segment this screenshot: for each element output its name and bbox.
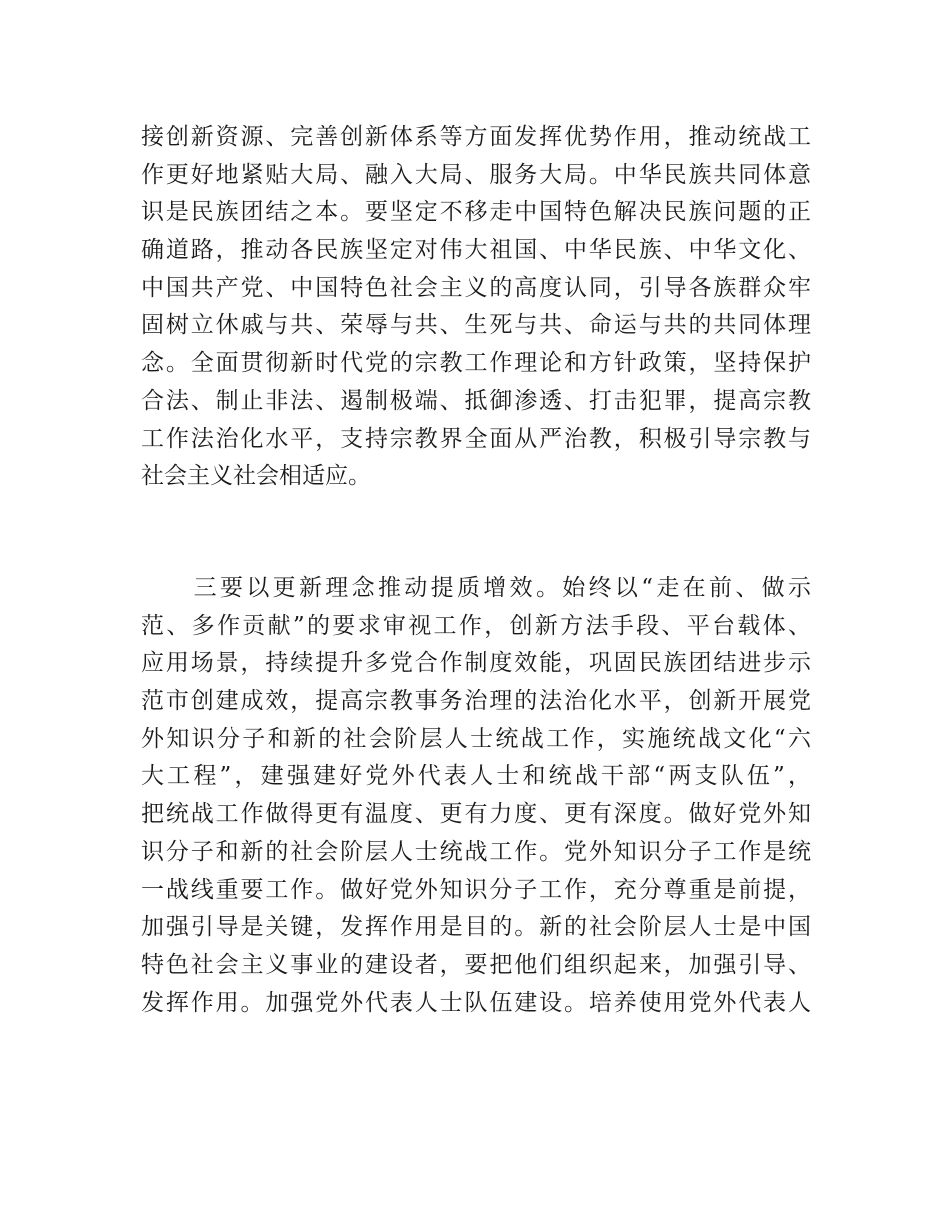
text-line: 识是民族团结之本。要坚定不移走中国特色解决民族问题的正: [141, 199, 811, 226]
text-line: 范市创建成效，提高宗教事务治理的法治化水平，创新开展党: [141, 688, 811, 715]
text-line: 三要以更新理念推动提质增效。始终以“走在前、做示: [141, 575, 811, 601]
text-line: 把统战工作做得更有温度、更有力度、更有深度。做好党外知: [141, 801, 811, 828]
text-line: 念。全面贯彻新时代党的宗教工作理论和方针政策，坚持保护: [141, 350, 811, 377]
text-line: 一战线重要工作。做好党外知识分子工作，充分尊重是前提，: [141, 876, 811, 903]
paragraph-1: [141, 119, 811, 496]
text-line: 范、多作贡献”的要求审视工作，创新方法手段、平台载体、: [141, 612, 811, 639]
text-line: 应用场景，持续提升多党合作制度效能，巩固民族团结进步示: [141, 650, 811, 677]
text-line: 外知识分子和新的社会阶层人士统战工作，实施统战文化“六: [141, 725, 811, 752]
text-line: 加强引导是关键，发挥作用是目的。新的社会阶层人士是中国: [141, 914, 811, 941]
text-line: 大工程”，建强建好党外代表人士和统战干部“两支队伍”，: [141, 763, 811, 790]
text-line: 确道路，推动各民族坚定对伟大祖国、中华民族、中华文化、: [141, 237, 811, 264]
text-line: 作更好地紧贴大局、融入大局、服务大局。中华民族共同体意: [141, 161, 811, 188]
text-line: 工作法治化水平，支持宗教界全面从严治教，积极引导宗教与: [141, 425, 811, 452]
text-line: 接创新资源、完善创新体系等方面发挥优势作用，推动统战工: [141, 124, 811, 150]
text-line: 中国共产党、中国特色社会主义的高度认同，引导各族群众牢: [141, 274, 811, 301]
paragraph-2: [141, 570, 811, 1022]
text-line: 特色社会主义事业的建设者，要把他们组织起来，加强引导、: [141, 951, 811, 978]
text-line: 发挥作用。加强党外代表人士队伍建设。培养使用党外代表人: [141, 989, 811, 1016]
text-line: 合法、制止非法、遏制极端、抵御渗透、打击犯罪，提高宗教: [141, 387, 811, 414]
text-line: 固树立休戚与共、荣辱与共、生死与共、命运与共的共同体理: [141, 312, 811, 339]
text-line: 识分子和新的社会阶层人士统战工作。党外知识分子工作是统: [141, 838, 811, 865]
text-line: 社会主义社会相适应。: [141, 463, 371, 490]
